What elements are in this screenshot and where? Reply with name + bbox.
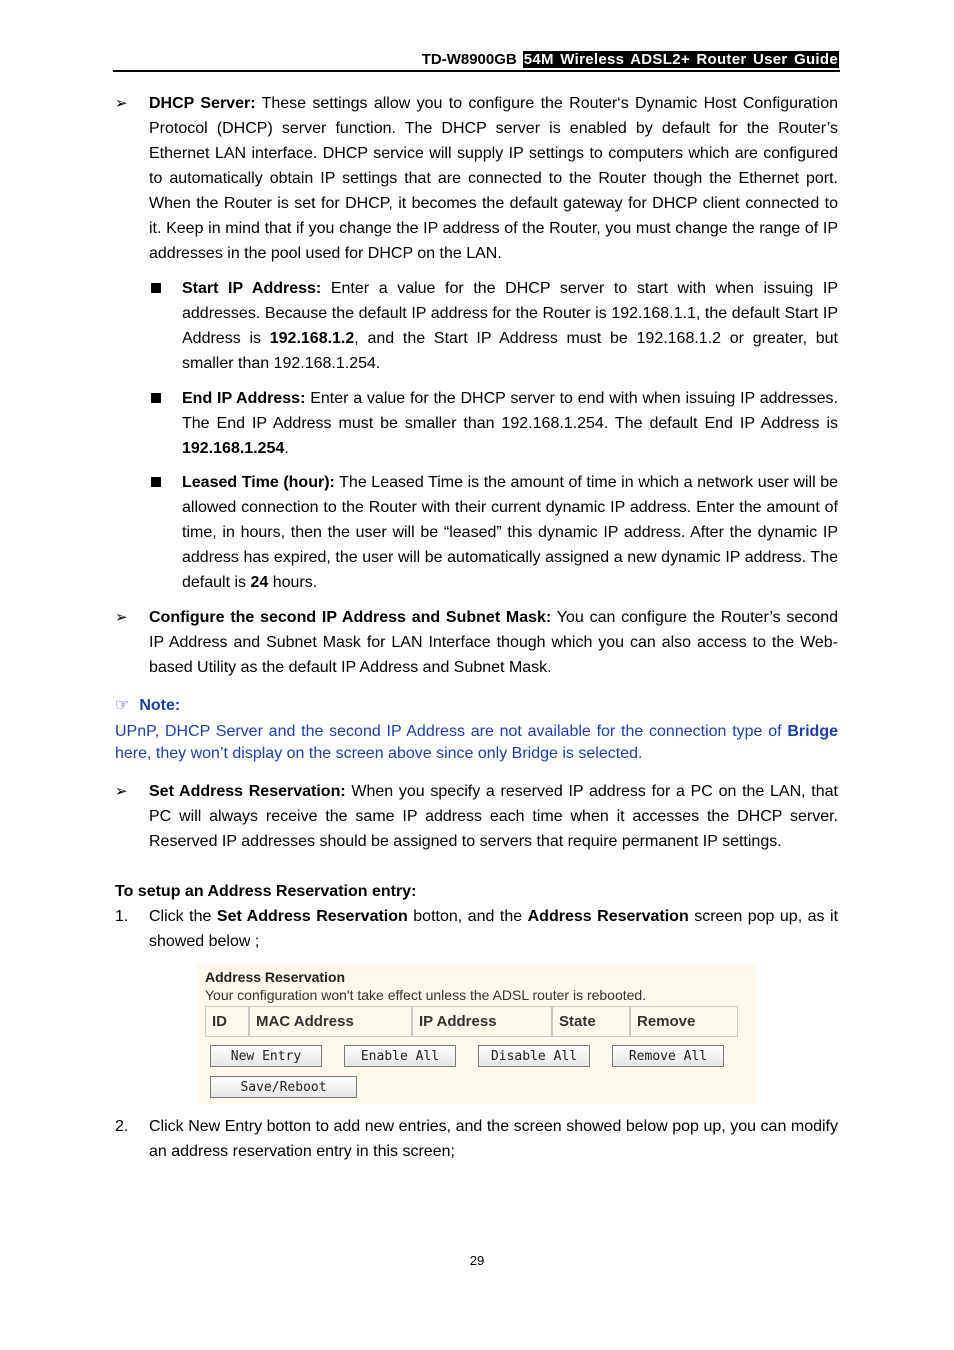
header-model: TD-W8900GB <box>421 51 517 68</box>
end-ip-text: Enter a value for the DHCP server to end with when issuing IP addresses. The End IP Address must be smaller than 192.168.1.254. The default End IP Address is <box>182 390 838 432</box>
step-1-number: 1. <box>115 908 129 925</box>
column-header-state: State <box>552 1006 630 1037</box>
address-reservation-screenshot <box>197 964 757 1104</box>
step-1-part: botton, and the <box>407 908 528 925</box>
set-reservation-paragraph <box>149 779 838 854</box>
arrow-bullet-icon: ➢ <box>115 95 128 112</box>
screenshot-title: Address Reservation <box>205 969 346 985</box>
second-ip-text: You can configure the Router’s second IP Address and Subnet Mask for LAN Interface though which you can also access to the Web-based Utility as the default IP Address and Subnet Mask. <box>149 609 839 676</box>
step-1-text <box>149 904 838 954</box>
header-rule <box>113 70 840 72</box>
remove-all-button[interactable]: Remove All <box>612 1045 724 1067</box>
note-title: Note: <box>139 697 181 714</box>
step-2-number: 2. <box>115 1118 129 1135</box>
table-header-row <box>205 1006 738 1037</box>
start-ip-text: Enter a value for the DHCP server to start with when issuing IP addresses. Because the default IP address for the Router is 192.168.1.1, the default Start IP Address is <box>182 280 838 347</box>
leased-time-text: The Leased Time is the amount of time in which a network user will be allowed connection to the Router with their current dynamic IP address. Enter the amount of time, in hours, then the user will be “leased” this dynamic IP address. After the dynamic IP address has expired, the user will be automatically assigned a new dynamic IP address. The default is <box>182 474 839 591</box>
second-ip-paragraph <box>149 605 838 680</box>
start-ip-default-value: 192.168.1.2 <box>269 330 355 347</box>
set-reservation-label: Set Address Reservation: <box>149 783 346 800</box>
step-1-part: Click the <box>149 908 217 925</box>
leased-time-text-end: hours. <box>268 574 318 591</box>
square-bullet-icon <box>151 283 161 293</box>
square-bullet-icon <box>151 393 161 403</box>
second-ip-label: Configure the second IP Address and Subnet Mask: <box>149 609 552 626</box>
start-ip-text-end: , and the Start IP Address must be 192.168.1.2 or greater, but smaller than 192.168.1.254. <box>182 330 839 372</box>
screenshot-message: Your configuration won't take effect unless the ADSL router is rebooted. <box>205 987 647 1003</box>
step-1-part: screen pop up, as it showed below ; <box>149 908 839 950</box>
dhcp-server-paragraph <box>149 91 838 266</box>
end-ip-text-end: . <box>284 440 289 457</box>
note-bridge: Bridge <box>787 723 838 740</box>
pointing-hand-icon: ☞ <box>115 697 130 714</box>
note-text: UPnP, DHCP Server and the second IP Address are not available for the connection type of <box>115 723 788 740</box>
end-ip-label: End IP Address: <box>182 390 306 407</box>
step-1-bold: Address Reservation <box>527 908 689 925</box>
step-2-text: Click New Entry botton to add new entries, and the screen showed below pop up, you can modify an address reservation entry in this screen; <box>149 1118 838 1160</box>
page-header <box>422 50 839 69</box>
end-ip-default-value: 192.168.1.254 <box>182 440 285 457</box>
leased-time-paragraph <box>182 470 838 595</box>
leased-time-default-value: 24 <box>250 574 269 591</box>
disable-all-button[interactable]: Disable All <box>478 1045 590 1067</box>
header-guide-title: 54M Wireless ADSL2+ Router User Guide <box>523 51 838 68</box>
square-bullet-icon <box>151 477 161 487</box>
reservation-table <box>205 1006 738 1037</box>
arrow-bullet-icon: ➢ <box>115 609 128 626</box>
column-header-id: ID <box>205 1006 249 1037</box>
note-body <box>115 721 838 765</box>
new-entry-button[interactable]: New Entry <box>210 1045 322 1067</box>
start-ip-label: Start IP Address: <box>182 280 322 297</box>
column-header-mac: MAC Address <box>249 1006 412 1037</box>
end-ip-paragraph <box>182 386 838 461</box>
step-1-bold: Set Address Reservation <box>216 908 408 925</box>
column-header-ip: IP Address <box>412 1006 552 1037</box>
note-text-end: here, they won’t display on the screen above since only Bridge is selected. <box>115 745 643 762</box>
set-reservation-text: When you specify a reserved IP address for a PC on the LAN, that PC will always receive the same IP address each time when it accesses the DHCP server. Reserved IP addresses should be assigned to servers that require permanent IP settings. <box>149 783 838 850</box>
arrow-bullet-icon: ➢ <box>115 783 128 800</box>
note-heading <box>115 696 180 716</box>
enable-all-button[interactable]: Enable All <box>344 1045 456 1067</box>
leased-time-label: Leased Time (hour): <box>182 474 335 491</box>
column-header-remove: Remove <box>630 1006 738 1037</box>
save-reboot-button[interactable]: Save/Reboot <box>210 1076 357 1098</box>
dhcp-server-text: These settings allow you to configure the Router‘s Dynamic Host Configuration Protocol (DHCP) server function. The DHCP server is enabled by default for the Router’s Ethernet LAN interface. DHCP service will supply IP settings to computers which are configured to automatically obtain IP settings that are connected to the Router though the Ethernet port. When the Router is set for DHCP, it becomes the default gateway for DHCP client connected to it. Keep in mind that if you change the IP address of the Router, you must change the range of IP addresses in the pool used for DHCP on the LAN. <box>149 95 839 262</box>
start-ip-paragraph <box>182 276 838 376</box>
setup-heading: To setup an Address Reservation entry: <box>115 883 417 900</box>
page-number: 29 <box>469 1253 485 1268</box>
dhcp-server-label: DHCP Server: <box>149 95 256 112</box>
